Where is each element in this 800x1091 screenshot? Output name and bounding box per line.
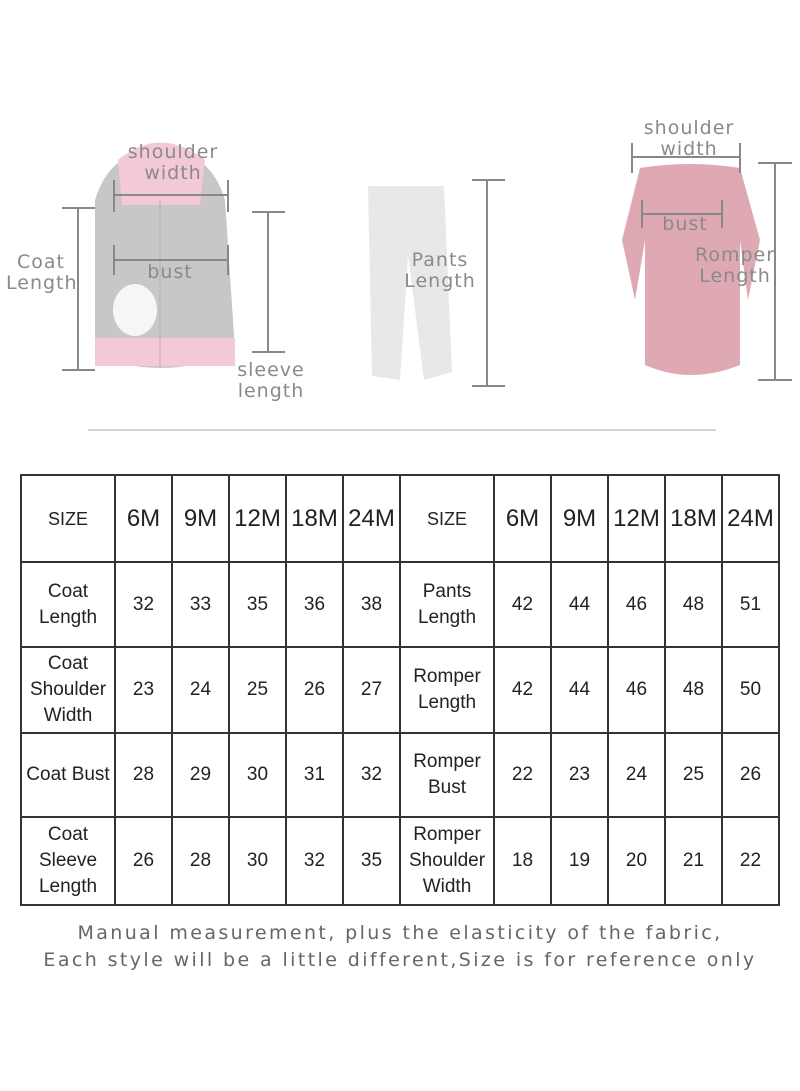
measurement-value: 23 xyxy=(115,647,172,733)
romper-length-label: Romper Length xyxy=(694,244,776,287)
measurement-value: 28 xyxy=(172,817,229,905)
size-header: 9M xyxy=(172,475,229,562)
measurement-label: Romper Shoulder Width xyxy=(400,817,494,905)
size-header: 24M xyxy=(722,475,779,562)
measurement-value: 38 xyxy=(343,562,400,647)
size-header: 6M xyxy=(115,475,172,562)
measurement-value: 27 xyxy=(343,647,400,733)
measurement-value: 25 xyxy=(665,733,722,817)
measurement-label: Coat Bust xyxy=(21,733,115,817)
table-row xyxy=(21,562,779,647)
measurement-label: Romper Bust xyxy=(400,733,494,817)
measurement-value: 21 xyxy=(665,817,722,905)
measurement-value: 42 xyxy=(494,562,551,647)
size-header: 18M xyxy=(665,475,722,562)
measurement-value: 36 xyxy=(286,562,343,647)
measurement-label: Coat Shoulder Width xyxy=(21,647,115,733)
table-row xyxy=(21,733,779,817)
coat-shoulder-label: shoulder width xyxy=(127,141,219,184)
measurement-value: 32 xyxy=(115,562,172,647)
coat-bust-label: bust xyxy=(147,261,193,283)
measurement-value: 32 xyxy=(343,733,400,817)
measurement-value: 31 xyxy=(286,733,343,817)
measurement-value: 32 xyxy=(286,817,343,905)
measurement-value: 33 xyxy=(172,562,229,647)
table-row xyxy=(21,817,779,905)
measurement-value: 48 xyxy=(665,562,722,647)
size-header: 24M xyxy=(343,475,400,562)
measurement-value: 44 xyxy=(551,647,608,733)
measurement-value: 26 xyxy=(722,733,779,817)
romper-shoulder-label: shoulder width xyxy=(643,117,735,160)
size-label-header: SIZE xyxy=(21,475,115,562)
measurement-value: 28 xyxy=(115,733,172,817)
measurement-value: 48 xyxy=(665,647,722,733)
measurement-value: 23 xyxy=(551,733,608,817)
measurement-value: 22 xyxy=(494,733,551,817)
measurement-value: 25 xyxy=(229,647,286,733)
measurement-value: 26 xyxy=(115,817,172,905)
measurement-value: 35 xyxy=(343,817,400,905)
measurement-value: 42 xyxy=(494,647,551,733)
measurement-label: Pants Length xyxy=(400,562,494,647)
measurement-value: 29 xyxy=(172,733,229,817)
size-header: 12M xyxy=(608,475,665,562)
size-header: 18M xyxy=(286,475,343,562)
measurement-value: 50 xyxy=(722,647,779,733)
measurement-value: 35 xyxy=(229,562,286,647)
measurement-value: 19 xyxy=(551,817,608,905)
measurement-value: 46 xyxy=(608,647,665,733)
footer-note-1: Manual measurement, plus the elasticity of the fabric, xyxy=(77,922,723,944)
table-header-row xyxy=(21,475,779,562)
size-table xyxy=(20,474,780,906)
measurement-value: 30 xyxy=(229,817,286,905)
measurement-value: 26 xyxy=(286,647,343,733)
size-header: 9M xyxy=(551,475,608,562)
pants-length-label: Pants Length xyxy=(404,249,476,292)
coat-length-label: Coat Length xyxy=(6,251,78,294)
size-label-header: SIZE xyxy=(400,475,494,562)
table-row xyxy=(21,647,779,733)
measurement-label: Coat Length xyxy=(21,562,115,647)
size-header: 6M xyxy=(494,475,551,562)
measurement-value: 20 xyxy=(608,817,665,905)
measurement-value: 46 xyxy=(608,562,665,647)
footer-note-2: Each style will be a little different,Size is for reference only xyxy=(43,949,757,971)
measurement-value: 24 xyxy=(608,733,665,817)
measurement-value: 24 xyxy=(172,647,229,733)
measurement-label: Coat Sleeve Length xyxy=(21,817,115,905)
measurement-label: Romper Length xyxy=(400,647,494,733)
measurement-value: 51 xyxy=(722,562,779,647)
coat-sleeve-label: sleeve length xyxy=(237,359,305,402)
size-header: 12M xyxy=(229,475,286,562)
measurement-value: 22 xyxy=(722,817,779,905)
measurement-value: 18 xyxy=(494,817,551,905)
romper-bust-label: bust xyxy=(662,213,708,235)
measurement-value: 30 xyxy=(229,733,286,817)
measurement-value: 44 xyxy=(551,562,608,647)
